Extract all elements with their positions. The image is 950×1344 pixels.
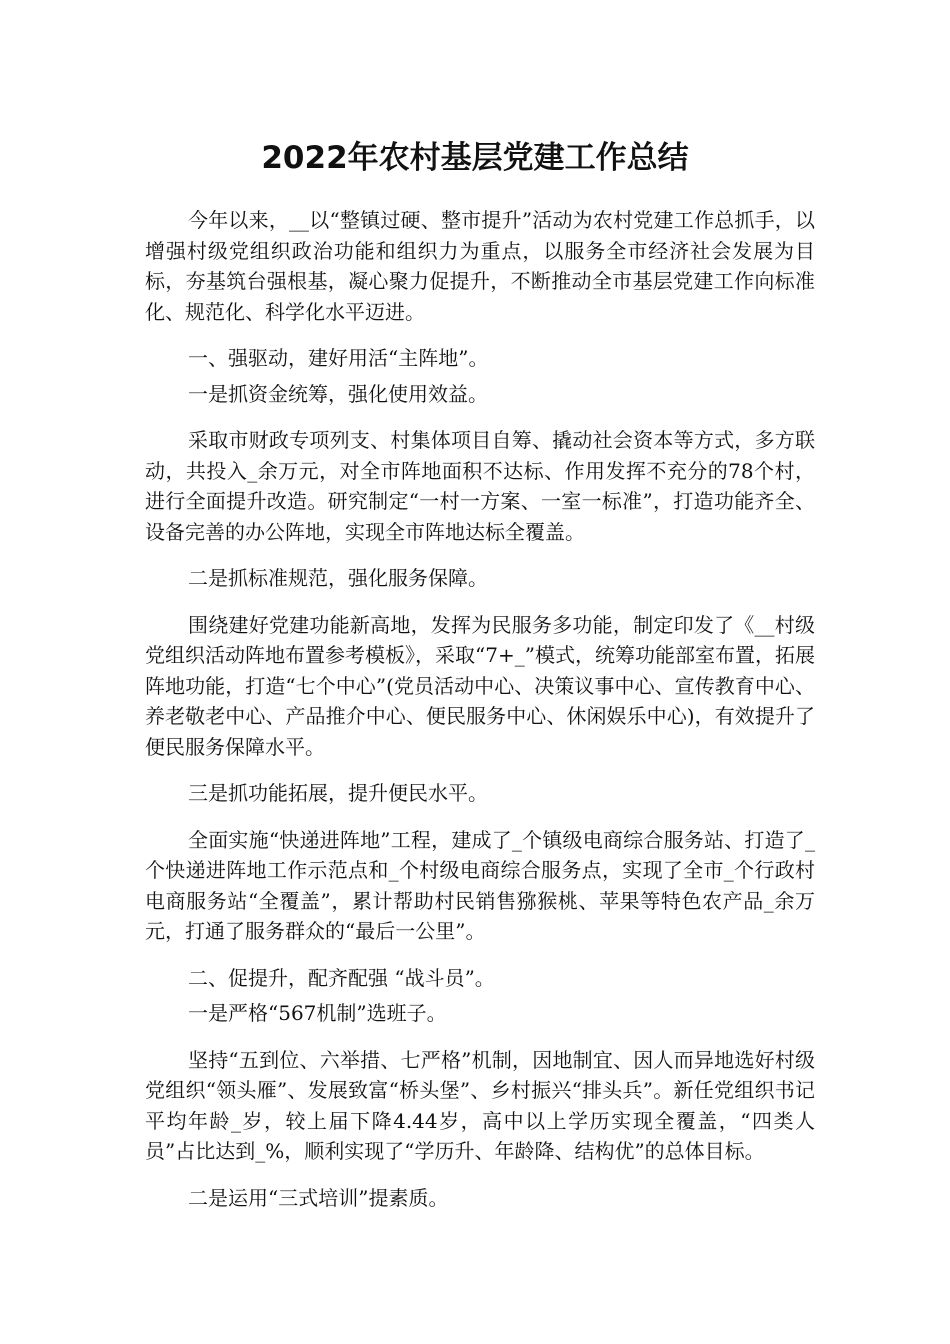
paragraph-express: 全面实施“快递进阵地”工程，建成了_个镇级电商综合服务站、打造了_个快递进阵地工作示范点和_个村级电商综合服务点，实现了全市_个行政村电商服务站“全覆盖”，累计帮助村民销售猕猴桃、苹果等特色农产品_余万元，打通了服务群众的“最后一公里”。 — [145, 827, 815, 943]
subheading-1-2: 二是抓标准规范，强化服务保障。 — [188, 566, 488, 590]
paragraph-leadership: 坚持“五到位、六举措、七严格”机制，因地制宜、因人而异地选好村级党组织“领头雁”、发展致富“桥头堡”、乡村振兴“排头兵”。新任党组织书记平均年龄_岁，较上届下降4.44岁，高中以上学历实现全覆盖，“四类人员”占比达到_%，顺利实现了“学历升、年龄降、结构优”的总体目标。 — [145, 1047, 815, 1163]
paragraph-standards: 围绕建好党建功能新高地，发挥为民服务多功能，制定印发了《__村级党组织活动阵地布置参考模板》，采取“7+_”模式，统筹功能部室布置，拓展阵地功能，打造“七个中心”(党员活动中心、决策议事中心、宣传教育中心、养老敬老中心、产品推介中心、便民服务中心、休闲娱乐中心)，有效提升了便民服务保障水平。 — [145, 612, 815, 759]
subheading-2-1: 一是严格“567机制”选班子。 — [188, 1001, 447, 1025]
section-heading-2: 二、促提升，配齐配强 “战斗员”。 — [188, 965, 495, 990]
document-body — [145, 205, 815, 1213]
subheading-2-2: 二是运用“三式培训”提素质。 — [188, 1185, 449, 1210]
paragraph-funding: 采取市财政专项列支、村集体项目自筹、撬动社会资本等方式，多方联动，共投入_余万元，对全市阵地面积不达标、作用发挥不充分的78个村，进行全面提升改造。研究制定“一村一方案、一室一标准”，打造功能齐全、设备完善的办公阵地，实现全市阵地达标全覆盖。 — [145, 428, 815, 544]
subheading-1-3: 三是抓功能拓展，提升便民水平。 — [188, 781, 488, 805]
paragraph-intro: 今年以来，__以“整镇过硬、整市提升”活动为农村党建工作总抓手，以增强村级党组织政治功能和组织力为重点，以服务全市经济社会发展为目标，夯基筑台强根基，凝心聚力促提升，不断推动全市基层党建工作向标准化、规范化、科学化水平迈进。 — [145, 208, 815, 324]
section-heading-1: 一、强驱动，建好用活“主阵地”。 — [188, 346, 489, 370]
subheading-1-1: 一是抓资金统筹，强化使用效益。 — [188, 381, 488, 406]
document-title: 2022年农村基层党建工作总结 — [261, 140, 689, 176]
